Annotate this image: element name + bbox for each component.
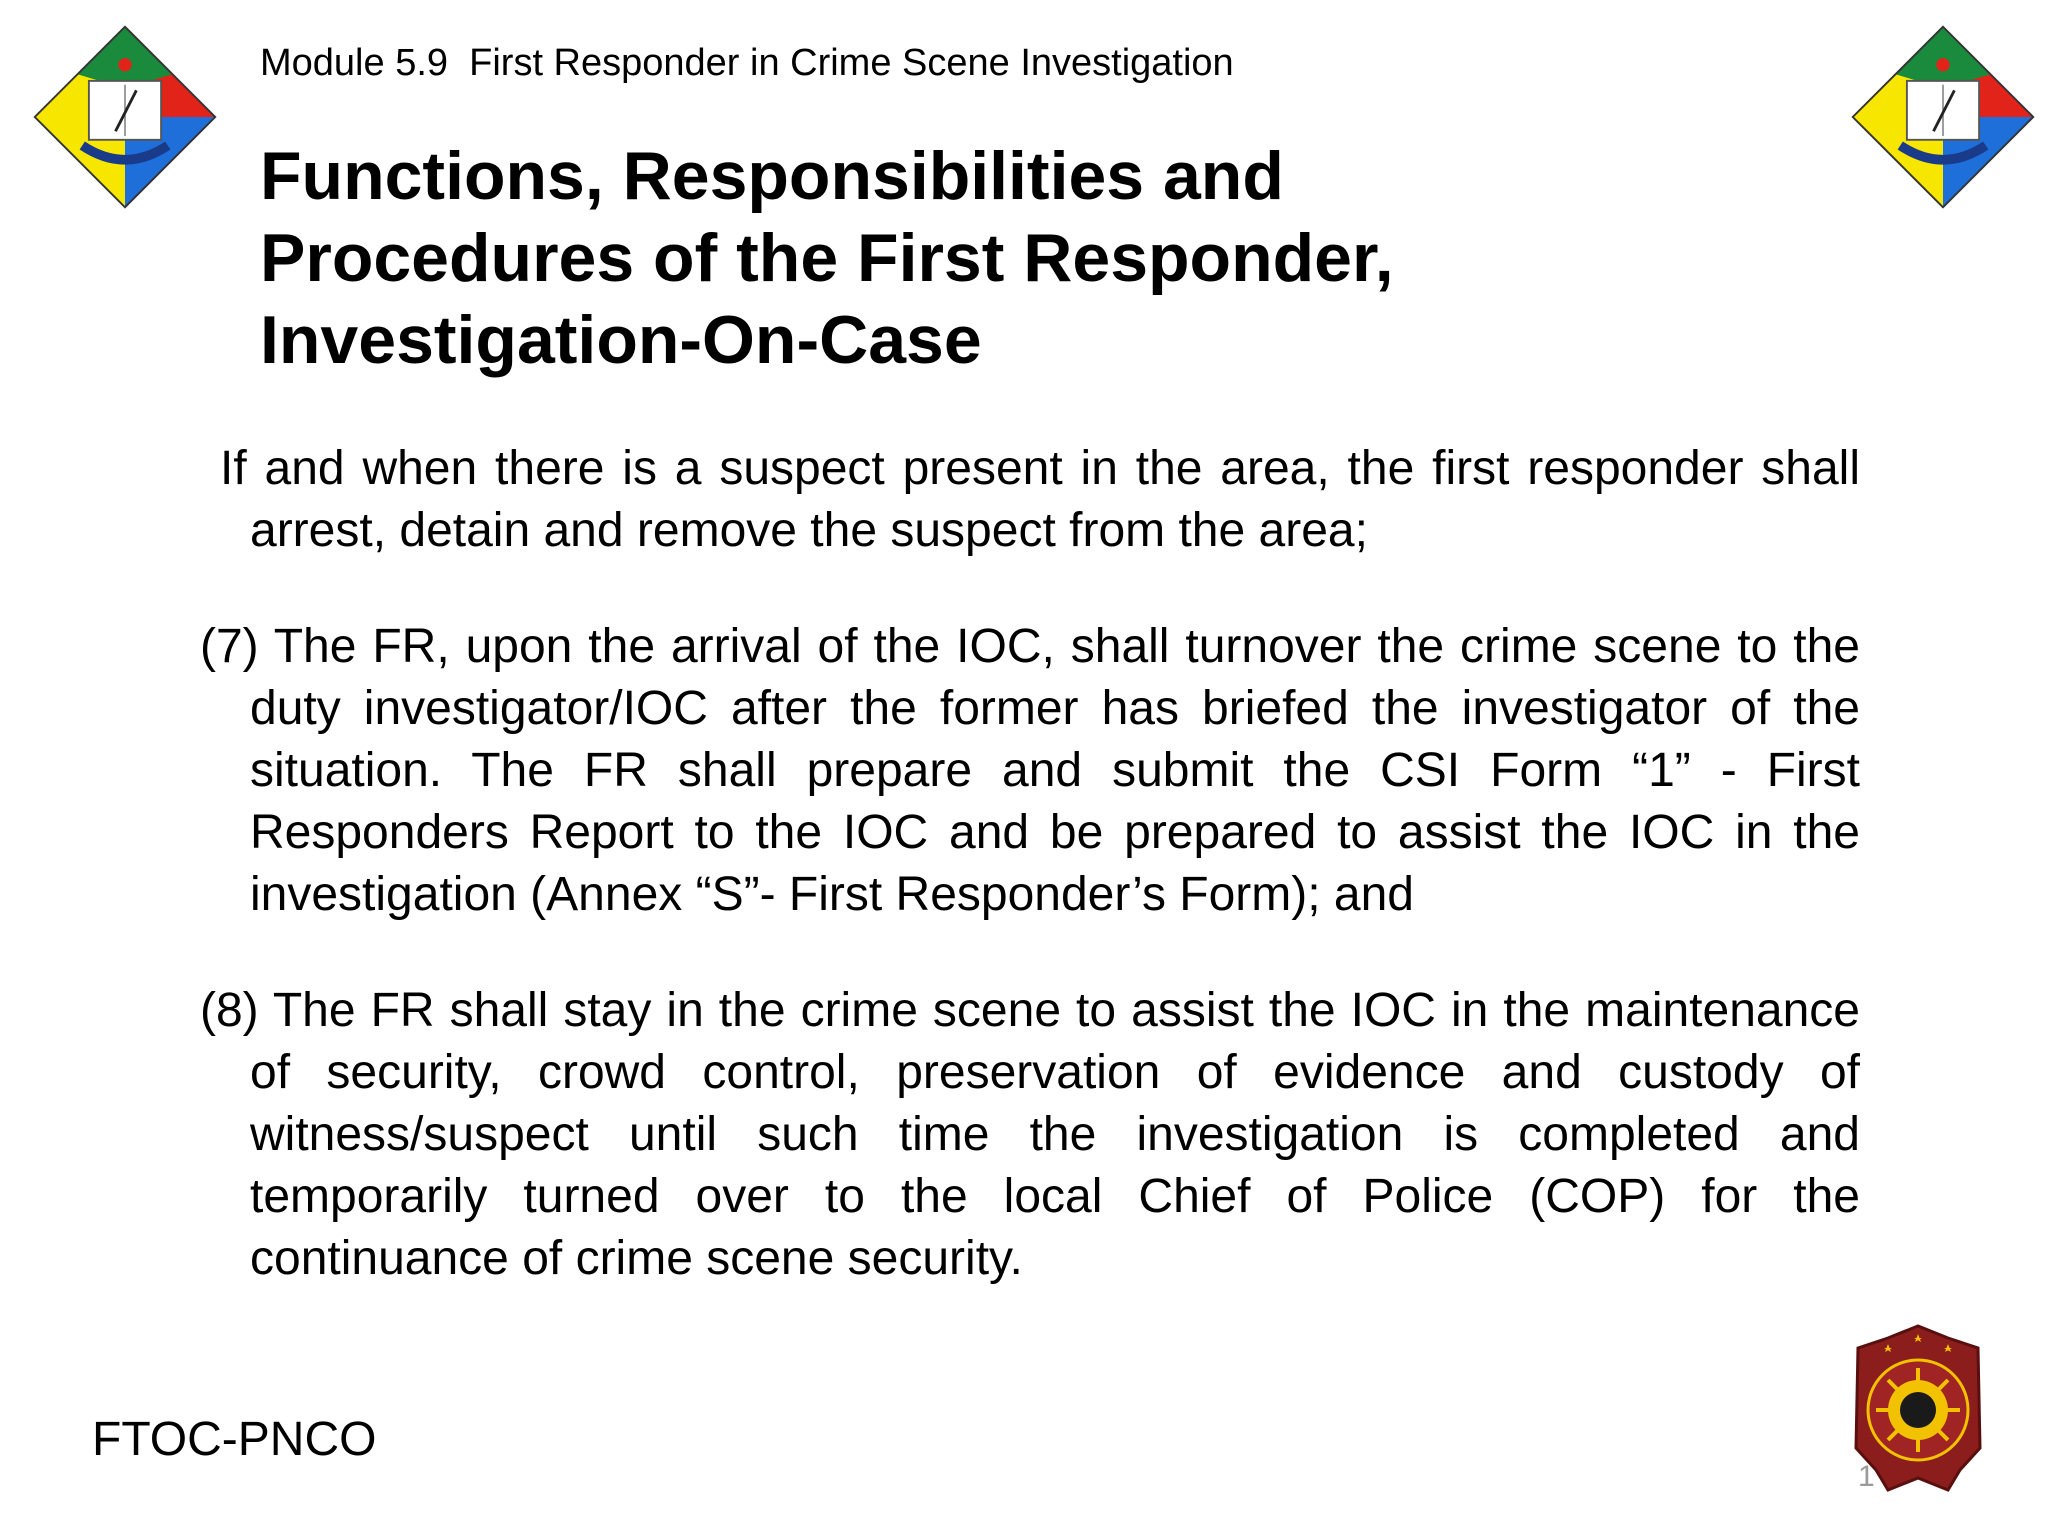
training-service-logo-left-icon <box>30 22 220 212</box>
course-label: FTOC-PNCO <box>92 1413 377 1466</box>
title-line-1: Functions, Responsibilities and <box>260 138 1284 214</box>
paragraph-item-8: (8) The FR shall stay in the crime scene to assist the IOC in the maintenance of security, crowd control, preservation of evidence and custody of witness/suspect until such time the investigation is completed and temporarily turned over to the local Chief of Police (COP) for the continuance of crime scene security. <box>200 984 1860 1285</box>
title-line-2: Procedures of the First Responder, <box>260 220 1394 296</box>
pnp-seal-icon <box>1848 1318 1988 1496</box>
module-label: Module 5.9 First Responder in Crime Scene Investigation <box>260 42 1234 84</box>
title-line-3: Investigation-On-Case <box>260 302 982 378</box>
paragraph-suspect-arrest: If and when there is a suspect present in the area, the first responder shall arrest, detain and remove the suspect from the area; <box>220 442 1860 557</box>
slide-title <box>260 135 1560 381</box>
training-service-logo-right-icon <box>1848 22 2038 212</box>
paragraph-item-7: (7) The FR, upon the arrival of the IOC, shall turnover the crime scene to the duty investigator/IOC after the former has briefed the investigator of the situation. The FR shall prepare and submit the CSI Form “1” - First Responders Report to the IOC and be prepared to assist the IOC in the investigation (Annex “S”- First Responder’s Form); and <box>200 620 1860 921</box>
page-number: 1 <box>1858 1460 1875 1493</box>
